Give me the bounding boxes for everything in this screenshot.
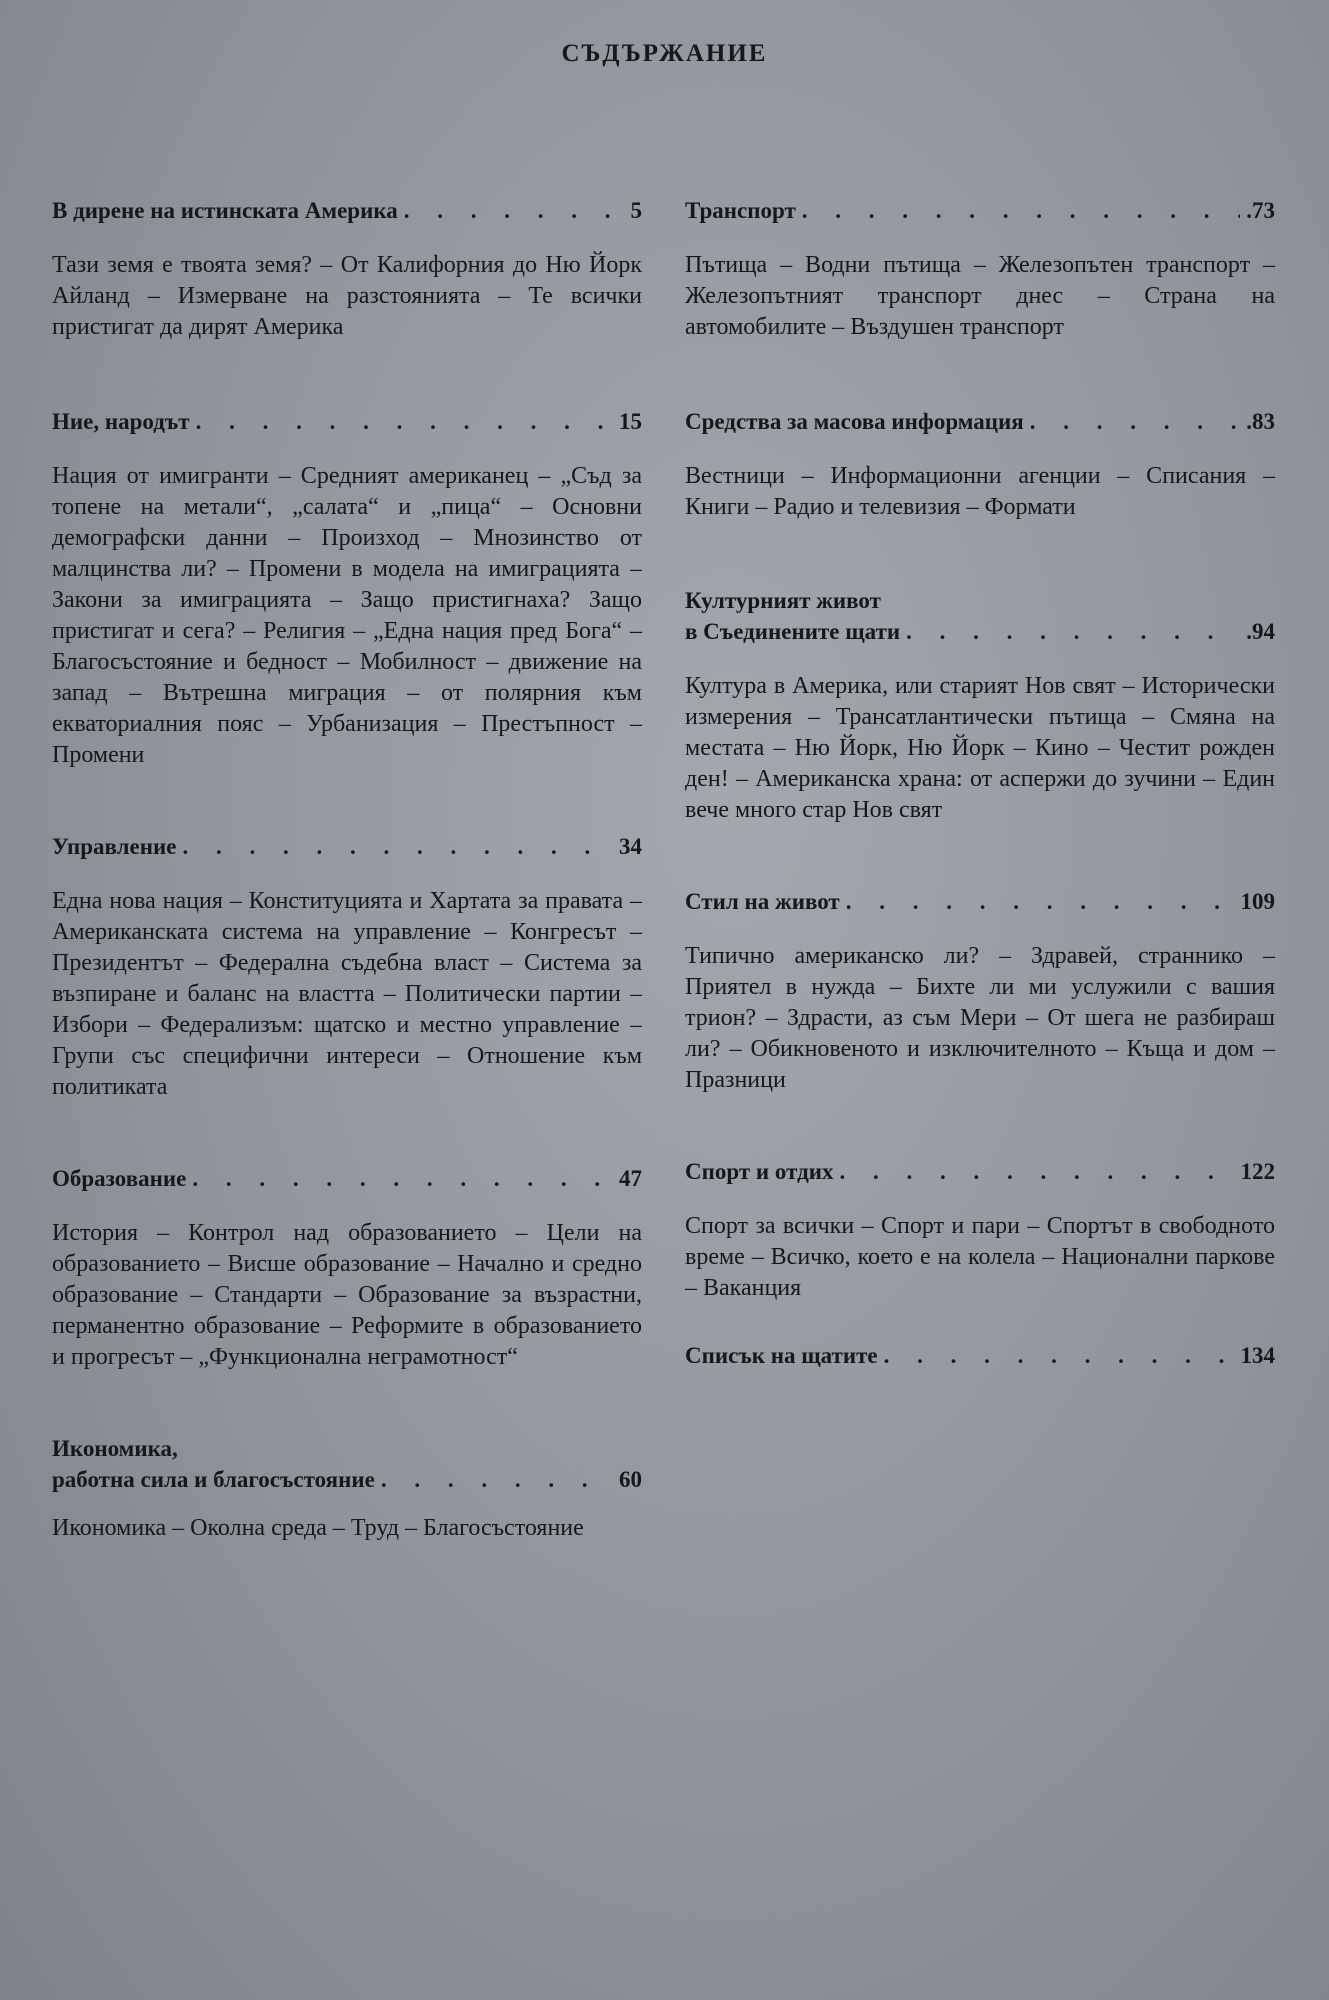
right-column xyxy=(685,195,1275,1371)
left-column xyxy=(52,195,642,1544)
toc-description: Култура в Америка, или старият Нов свят – Исторически измерения – Трансатлантически пътища – Смяна на местата – Ню Йорк, Ню Йорк – Кино – Честит рожден ден! – Американска храна: от аспержи до зучини – Един вече много стар Нов свят xyxy=(685,673,1275,823)
toc-heading-text: Стил на живот xyxy=(685,889,840,914)
toc-heading xyxy=(52,195,642,226)
toc-heading xyxy=(685,195,1275,226)
toc-entry[interactable] xyxy=(685,195,1275,343)
toc-description: Тази земя е твоята земя? – От Калифорния до Ню Йорк Айланд – Измерване на разстоянията – Те всички пристигат да дирят Америка xyxy=(52,252,642,340)
toc-heading xyxy=(685,1340,1275,1371)
toc-page-number: .94 xyxy=(1246,619,1275,644)
leader-dots xyxy=(839,1156,1234,1187)
toc-page-number: 109 xyxy=(1240,889,1275,914)
toc-heading-text: Управление xyxy=(52,834,177,859)
toc-description: Икономика – Околна среда – Труд – Благосъстояние xyxy=(52,1515,584,1541)
toc-entry[interactable] xyxy=(685,1156,1275,1304)
toc-heading-text: работна сила и благосъстояние xyxy=(52,1467,375,1492)
toc-page-number: 122 xyxy=(1240,1159,1275,1184)
toc-heading-text: Ние, народът xyxy=(52,409,190,434)
toc-description: Една нова нация – Конституцията и Хартата за правата – Американската система на управление – Конгресът – Президентът – Федерална съдебна власт – Система за възпиране и баланс на властта – Политически партии – Избори – Федерализъм: щатско и местно управление – Групи със специфични интереси – Отношение към политиката xyxy=(52,888,642,1100)
toc-page-number: 134 xyxy=(1240,1343,1275,1368)
leader-dots xyxy=(802,195,1240,226)
toc-heading xyxy=(685,406,1275,437)
toc-heading xyxy=(52,1464,642,1495)
toc-heading-text: Транспорт xyxy=(685,198,796,223)
toc-page-number: .83 xyxy=(1246,409,1275,434)
toc-entry[interactable] xyxy=(52,195,642,343)
toc-description: Спорт за всички – Спорт и пари – Спортът в свободното време – Всичко, което е на колела – Национални паркове – Ваканция xyxy=(685,1213,1275,1301)
toc-page-number: .73 xyxy=(1246,198,1275,223)
toc-page-number: 47 xyxy=(619,1166,642,1191)
toc-page-number: 60 xyxy=(619,1467,642,1492)
toc-entry[interactable] xyxy=(52,406,642,771)
toc-entry[interactable] xyxy=(52,1163,642,1373)
toc-entry[interactable] xyxy=(685,1340,1275,1371)
leader-dots xyxy=(1030,406,1241,437)
toc-description: Нация от имигранти – Средният американец – „Съд за топене на метали“, „салата“ и „пица“ – Основни демографски данни – Произход – Мнозинство от малцинства ли? – Промени в модела на имиграцията – Закони за имиграцията – Защо пристигнаха? Защо пристигат и сега? – Религия – „Една нация пред Бога“ – Благосъстояние и бедност – Мобилност – движение на запад – Вътрешна миграция – от полярния към екваториалния пояс – Урбанизация – Престъпност – Промени xyxy=(52,463,642,768)
leader-dots xyxy=(196,406,613,437)
leader-dots xyxy=(182,831,613,862)
toc-heading-line1: Икономика, xyxy=(52,1436,178,1461)
toc-heading xyxy=(685,886,1275,917)
toc-page-number: 5 xyxy=(630,198,642,223)
toc-heading-line1: Културният живот xyxy=(685,588,881,613)
toc-description: Пътища – Водни пътища – Железопътен транспорт – Железопътният транспорт днес – Страна на автомобилите – Въздушен транспорт xyxy=(685,252,1275,340)
leader-dots xyxy=(906,616,1240,647)
toc-heading xyxy=(52,406,642,437)
toc-heading-text: Спорт и отдих xyxy=(685,1159,834,1184)
toc-heading-text: Списък на щатите xyxy=(685,1343,878,1368)
toc-entry[interactable] xyxy=(685,406,1275,523)
leader-dots xyxy=(846,886,1235,917)
leader-dots xyxy=(381,1464,613,1495)
toc-description: Вестници – Информационни агенции – Списания – Книги – Радио и телевизия – Формати xyxy=(685,463,1275,520)
page-title: СЪДЪРЖАНИЕ xyxy=(561,40,768,67)
leader-dots xyxy=(884,1340,1235,1371)
toc-entry[interactable] xyxy=(52,831,642,1103)
toc-heading xyxy=(685,616,1275,647)
toc-entry[interactable] xyxy=(685,585,1275,826)
toc-description: История – Контрол над образованието – Цели на образованието – Висше образование – Начално и средно образование – Стандарти – Образование за възрастни, перманентно образование – Реформите в образованието и прогресът – „Функционална неграмотност“ xyxy=(52,1220,642,1370)
leader-dots xyxy=(192,1163,613,1194)
toc-heading-text: В дирене на истинската Америка xyxy=(52,198,398,223)
toc-heading xyxy=(52,1163,642,1194)
toc-heading-text: в Съединените щати xyxy=(685,619,901,644)
toc-description: Типично американско ли? – Здравей, страннико – Приятел в нужда – Бихте ли ми услужили с вашия трион? – Здрасти, аз съм Мери – От шега не разбираш ли? – Обикновеното и изключителното – Къща и дом – Празници xyxy=(685,943,1275,1093)
toc-entry[interactable] xyxy=(685,886,1275,1096)
toc-heading xyxy=(52,831,642,862)
toc-heading-text: Образование xyxy=(52,1166,187,1191)
toc-page-number: 34 xyxy=(619,834,642,859)
toc-heading-text: Средства за масова информация xyxy=(685,409,1024,434)
toc-page-number: 15 xyxy=(619,409,642,434)
toc-heading xyxy=(685,1156,1275,1187)
leader-dots xyxy=(404,195,625,226)
toc-entry[interactable] xyxy=(52,1433,642,1544)
